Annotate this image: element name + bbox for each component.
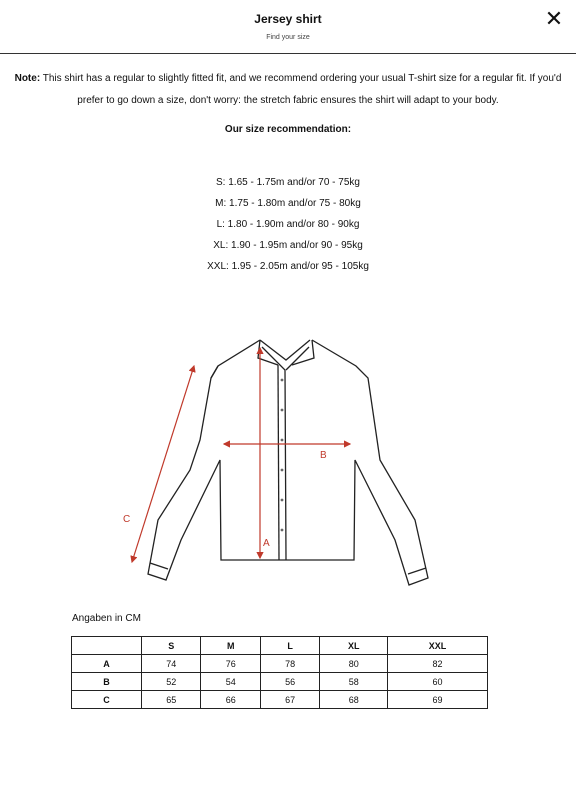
- size-recommendation-list: [0, 176, 576, 281]
- close-icon[interactable]: ✕: [544, 6, 564, 31]
- table-row: [72, 673, 488, 691]
- table-header-cell: M: [201, 637, 260, 655]
- table-cell: 58: [320, 673, 388, 691]
- table-header-cell: L: [260, 637, 319, 655]
- shirt-buttons: [281, 379, 284, 532]
- table-cell: 76: [201, 655, 260, 673]
- modal-header: [0, 0, 576, 54]
- table-header-row: [72, 637, 488, 655]
- note-label: Note:: [14, 73, 41, 84]
- table-cell: 80: [320, 655, 388, 673]
- size-recommendation-item: XXL: 1.95 - 2.05m and/or 95 - 105kg: [207, 261, 369, 272]
- size-recommendation-item: S: 1.65 - 1.75m and/or 70 - 75kg: [216, 177, 360, 188]
- table-header-cell: XL: [320, 637, 388, 655]
- table-cell: 69: [387, 691, 487, 709]
- fit-note: [6, 68, 570, 112]
- size-recommendation-item: XL: 1.90 - 1.95m and/or 90 - 95kg: [213, 240, 363, 251]
- modal-subtitle: Find your size: [266, 34, 310, 41]
- table-header-cell: XXL: [387, 637, 487, 655]
- table-cell: 66: [201, 691, 260, 709]
- table-cell: 82: [387, 655, 487, 673]
- row-label: C: [72, 691, 142, 709]
- recommendation-title: Our size recommendation:: [224, 124, 352, 135]
- table-cell: 56: [260, 673, 319, 691]
- table-cell: 78: [260, 655, 319, 673]
- table-cell: 74: [142, 655, 201, 673]
- table-cell: 52: [142, 673, 201, 691]
- table-cell: 60: [387, 673, 487, 691]
- size-chart-table: [71, 636, 488, 709]
- table-header-cell: S: [142, 637, 201, 655]
- table-row: [72, 655, 488, 673]
- table-header-cell: [72, 637, 142, 655]
- shirt-measurement-diagram: [110, 330, 430, 600]
- table-cell: 65: [142, 691, 201, 709]
- size-recommendation-item: L: 1.80 - 1.90m and/or 80 - 90kg: [216, 219, 360, 230]
- measure-label-b: B: [320, 450, 327, 461]
- measure-label-a: A: [263, 538, 270, 549]
- modal-title: Jersey shirt: [254, 12, 322, 26]
- table-cell: 68: [320, 691, 388, 709]
- size-recommendation-item: M: 1.75 - 1.80m and/or 75 - 80kg: [215, 198, 361, 209]
- row-label: B: [72, 673, 142, 691]
- measure-label-c: C: [123, 514, 131, 525]
- note-text: This shirt has a regular to slightly fitted fit, and we recommend ordering your usual T-shirt size for a regular fit. If you'd prefer to go down a size, don't worry: the stretch fabric ensures the shirt will adapt to your body.: [40, 73, 562, 106]
- row-label: A: [72, 655, 142, 673]
- table-caption: Angaben in CM: [72, 613, 141, 624]
- table-cell: 54: [201, 673, 260, 691]
- table-row: [72, 691, 488, 709]
- table-cell: 67: [260, 691, 319, 709]
